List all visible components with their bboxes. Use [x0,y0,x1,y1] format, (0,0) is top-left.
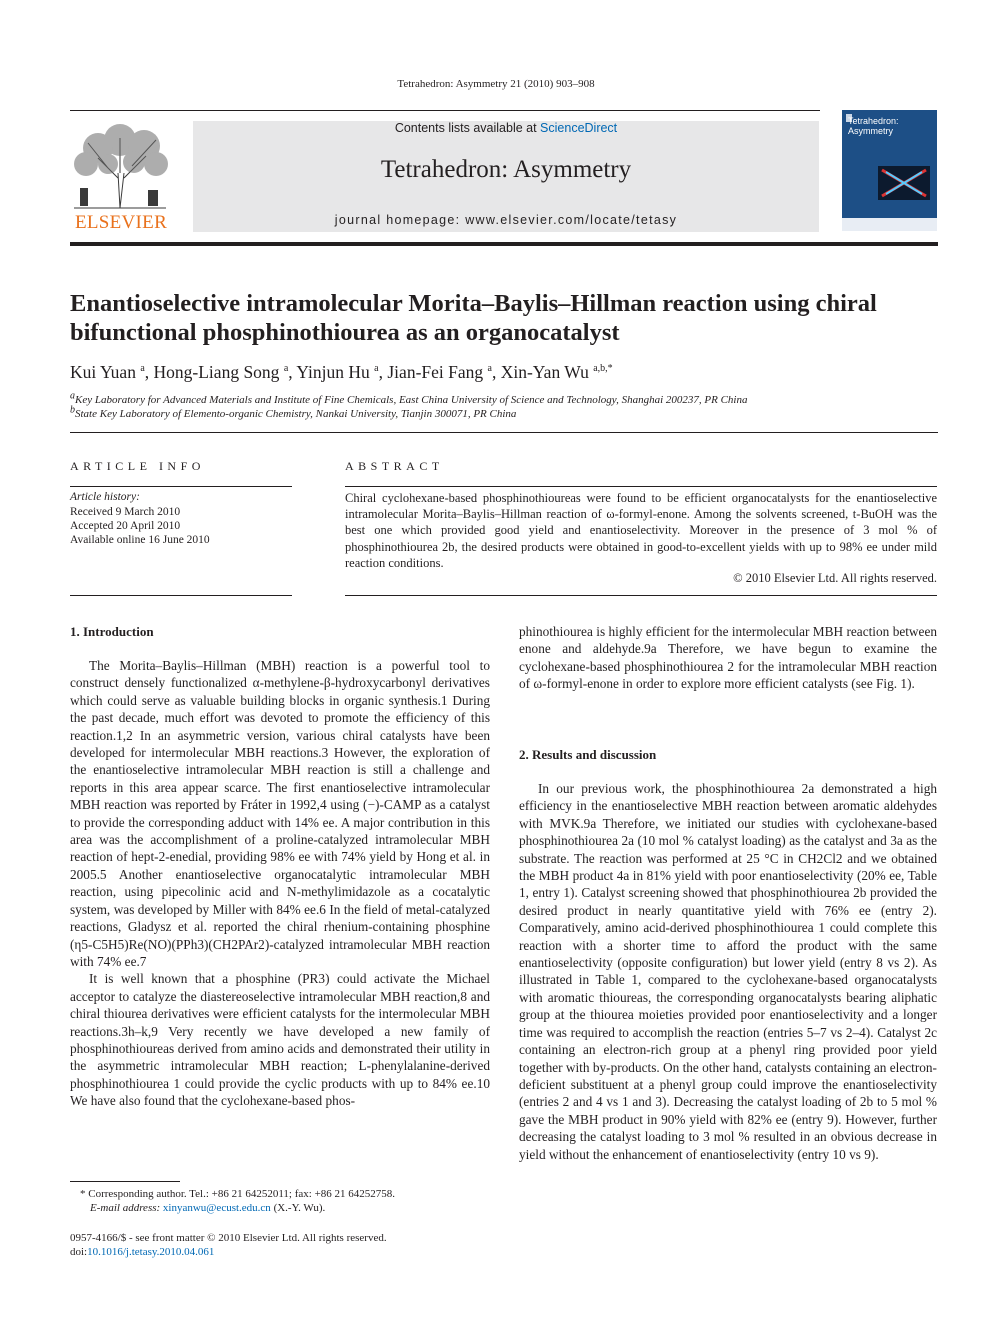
email-link[interactable]: xinyanwu@ecust.edu.cn [162,1202,271,1214]
article-info-bottom-rule [70,595,292,596]
masthead-rule [70,242,938,246]
results-body [519,780,937,1220]
author: Yinjun Hu $^a$ [296,362,379,382]
affiliation-a: $^a$Key Laboratory for Advanced Materials and Institute of Fine Chemicals, East China University of Science and Technology, Shanghai 200237, PR China [70,390,748,406]
article-title: Enantioselective intramolecular Morita–Baylis–Hillman reaction using chiral bifunctional phosphinothiourea as an organocatalyst [70,290,877,346]
right-column-continuation [519,623,937,693]
author: Jian-Fei Fang $^a$ [387,362,492,382]
corresponding-author: * Corresponding author. Tel.: +86 21 64252011; fax: +86 21 64252758. [80,1188,396,1200]
introduction-heading: 1. Introduction [70,624,154,639]
author: Xin-Yan Wu $^{a,b,*}$ [500,362,613,382]
history-received: Received 9 March 2010 [70,506,181,518]
article-info-rule [70,486,292,487]
introduction-body [70,657,490,1167]
continuation-paragraph: phinothiourea is highly efficient for the intermolecular MBH reaction between enone and aldehyde.9a Therefore, we have begun to examine the cyclohexane-based phosphinothiourea 2 for the intramolecular MBH reaction of ω-formyl-enone in order to explore more efficient catalysts (see Fig. 1). [519,624,937,692]
intro-paragraph-1: The Morita–Baylis–Hillman (MBH) reaction is a powerful tool to construct densely functionalized α-methylene-β-hydroxycarbonyl derivatives which could serve as valuable building blocks in organic synthesis.1 During the past decade, much effort was devoted to promote the efficiency of this reaction.1,2 In an asymmetric version, various chiral catalysts have been developed for intermolecular MBH reactions.3 However, the exploration of the enantioselective intramolecular MBH reaction is still a challenge and reports in this area appear scarce. The first enantioselective intramolecular MBH reaction was reported by Fráter in 1992,4 using (−)-CAMP as a catalyst to provide the corresponding adduct with 14% ee. A major contribution in this area was the accomplishment of a proline-catalyzed intramolecular MBH reaction of hept-2-enedial, providing 98% ee with 74% yield by Hong et al. in 2005.5 Another enantioselective organocatalytic intramolecular MBH reaction, using pipecolinic acid and N-methylimidazole as a cocatalytic system, was developed by Miller with 84% ee.6 In the field of metal-catalyzed reactions, Gladysz et al. reported the chiral rhenium-containing phosphine (η5-C5H5)Re(NO)(PPh3)(CH2PAr2)-catalyzed intramolecular MBH reaction with 74% ee.7 [70,658,490,969]
affiliation-rule [70,432,938,433]
author-list: Kui Yuan $^a$, Hong-Liang Song $^a$, Yinjun Hu $^a$, Jian-Fei Fang $^a$, Xin-Yan Wu $^{a,b,*}$ [70,362,613,382]
history-accepted: Accepted 20 April 2010 [70,520,181,532]
journal-citation: Tetrahedron: Asymmetry 21 (2010) 903–908 [397,78,595,90]
contents-line [193,121,819,135]
intro-paragraph-2: It is well known that a phosphine (PR3) could activate the Michael acceptor to catalyze the diastereoselective intramolecular MBH reaction,8 and chiral thiourea derivatives were efficient catalysts for the intermolecular MBH reactions.3h–k,9 Very recently we have developed a new family of phosphinothioureas derived from amino acids and demonstrated their utility in the asymmetric intramolecular MBH reaction; L-phenylalanine-derived phosphinothiourea 1 could provide the cyclic products with up to 84% ee.10 We have also found that the cyclohexane-based phos- [70,971,490,1109]
results-paragraph-1: In our previous work, the phosphinothiourea 2a demonstrated a high efficiency in the enantioselective MBH reaction between aromatic aldehydes with MVK.9a Therefore, we initiated our studies with cyclohexane-based phosphinothiourea 2a (10 mol % catalyst loading) as the catalyst and 3a as the substrate. The reaction was performed at 25 °C in CH2Cl2 and we obtained the MBH product 4a in 81% yield with poor enantioselectivity (20% ee, Table 1, entry 1). Catalyst screening showed that phosphinothiourea 2b provided the desired product in nearly quantitative yield with 76% ee (entry 2). Comparatively, amino acid-derived phosphinothiourea 1 could complete this reaction with a shorter time to afford the product with the same enantioselectivity (opposite configuration) but lower yield (entry 8 vs 2). As illustrated in Table 1, compared to the cyclohexane-based organocatalysts with aromatic thioureas, the corresponding organocatalysts bearing aliphatic group at the thiourea moieties provided poor enantioselectivity and a longer time was required to accomplish the reaction (entries 5–7 vs 2–4). Catalyst 2c containing an electron-rich group at a phenyl ring provided poor yield together with by-products. On the other hand, catalysts containing an electron-deficient substituent at a phenyl group could improve the enantioselectivity (entries 2 and 4 vs 1 and 3). Decreasing the catalyst loading of 2b to 5 mol % gave the MBH product in 90% yield with 82% ee (entry 9). However, further decreasing the catalyst loading to 3 mol % resulted in an obvious decrease in yield without the enhancement of enantioselectivity (entry 10 vs 9). [519,781,937,1162]
issn-line: 0957-4166/$ - see front matter © 2010 Elsevier Ltd. All rights reserved. [70,1232,387,1244]
history-online: Available online 16 June 2010 [70,534,210,546]
journal-name: Tetrahedron: Asymmetry [380,156,632,183]
doi-link[interactable]: 10.1016/j.tetasy.2010.04.061 [87,1246,215,1258]
email-line: E-mail address: xinyanwu@ecust.edu.cn (X.-Y. Wu). [90,1202,326,1214]
contents-prefix: Contents lists available at [394,121,541,135]
author: Hong-Liang Song $^a$ [153,362,289,382]
elsevier-wordmark: ELSEVIER [74,212,168,233]
abstract-copyright: © 2010 Elsevier Ltd. All rights reserved. [733,571,937,585]
abstract-rule [345,486,937,487]
affiliation-b: $^b$State Key Laboratory of Elemento-organic Chemistry, Nankai University, Tianjin 300071, PR China [70,404,517,420]
sciencedirect-link[interactable]: ScienceDirect [540,121,618,135]
abstract-bottom-rule [345,595,937,596]
article-info-heading: ARTICLE INFO [70,459,205,473]
history-label: Article history: [70,491,140,503]
cover-title: Tetrahedron: Asymmetry [848,116,899,136]
author: Kui Yuan $^a$ [70,362,145,382]
journal-homepage[interactable]: journal homepage: www.elsevier.com/locate/tetasy [334,213,678,227]
footnote-rule [70,1181,180,1182]
abstract-heading: ABSTRACT [345,459,444,473]
doi-line: doi:10.1016/j.tetasy.2010.04.061 [70,1246,215,1258]
abstract-text: Chiral cyclohexane-based phosphinothioureas were found to be efficient organocatalysts for the enantioselective intramolecular Morita–Baylis–Hillman reaction of ω-formyl-enone. Among the solvents screened, t-BuOH was the best one which provided good yield and enantioselectivity. Moreover in the presence of 3 mol % of phosphinothiourea 2b, the desired products were obtained in good-to-excellent yields with up to 98% ee under mild reaction conditions. [345,491,937,570]
header-rule [70,110,820,111]
results-heading: 2. Results and discussion [519,747,657,762]
